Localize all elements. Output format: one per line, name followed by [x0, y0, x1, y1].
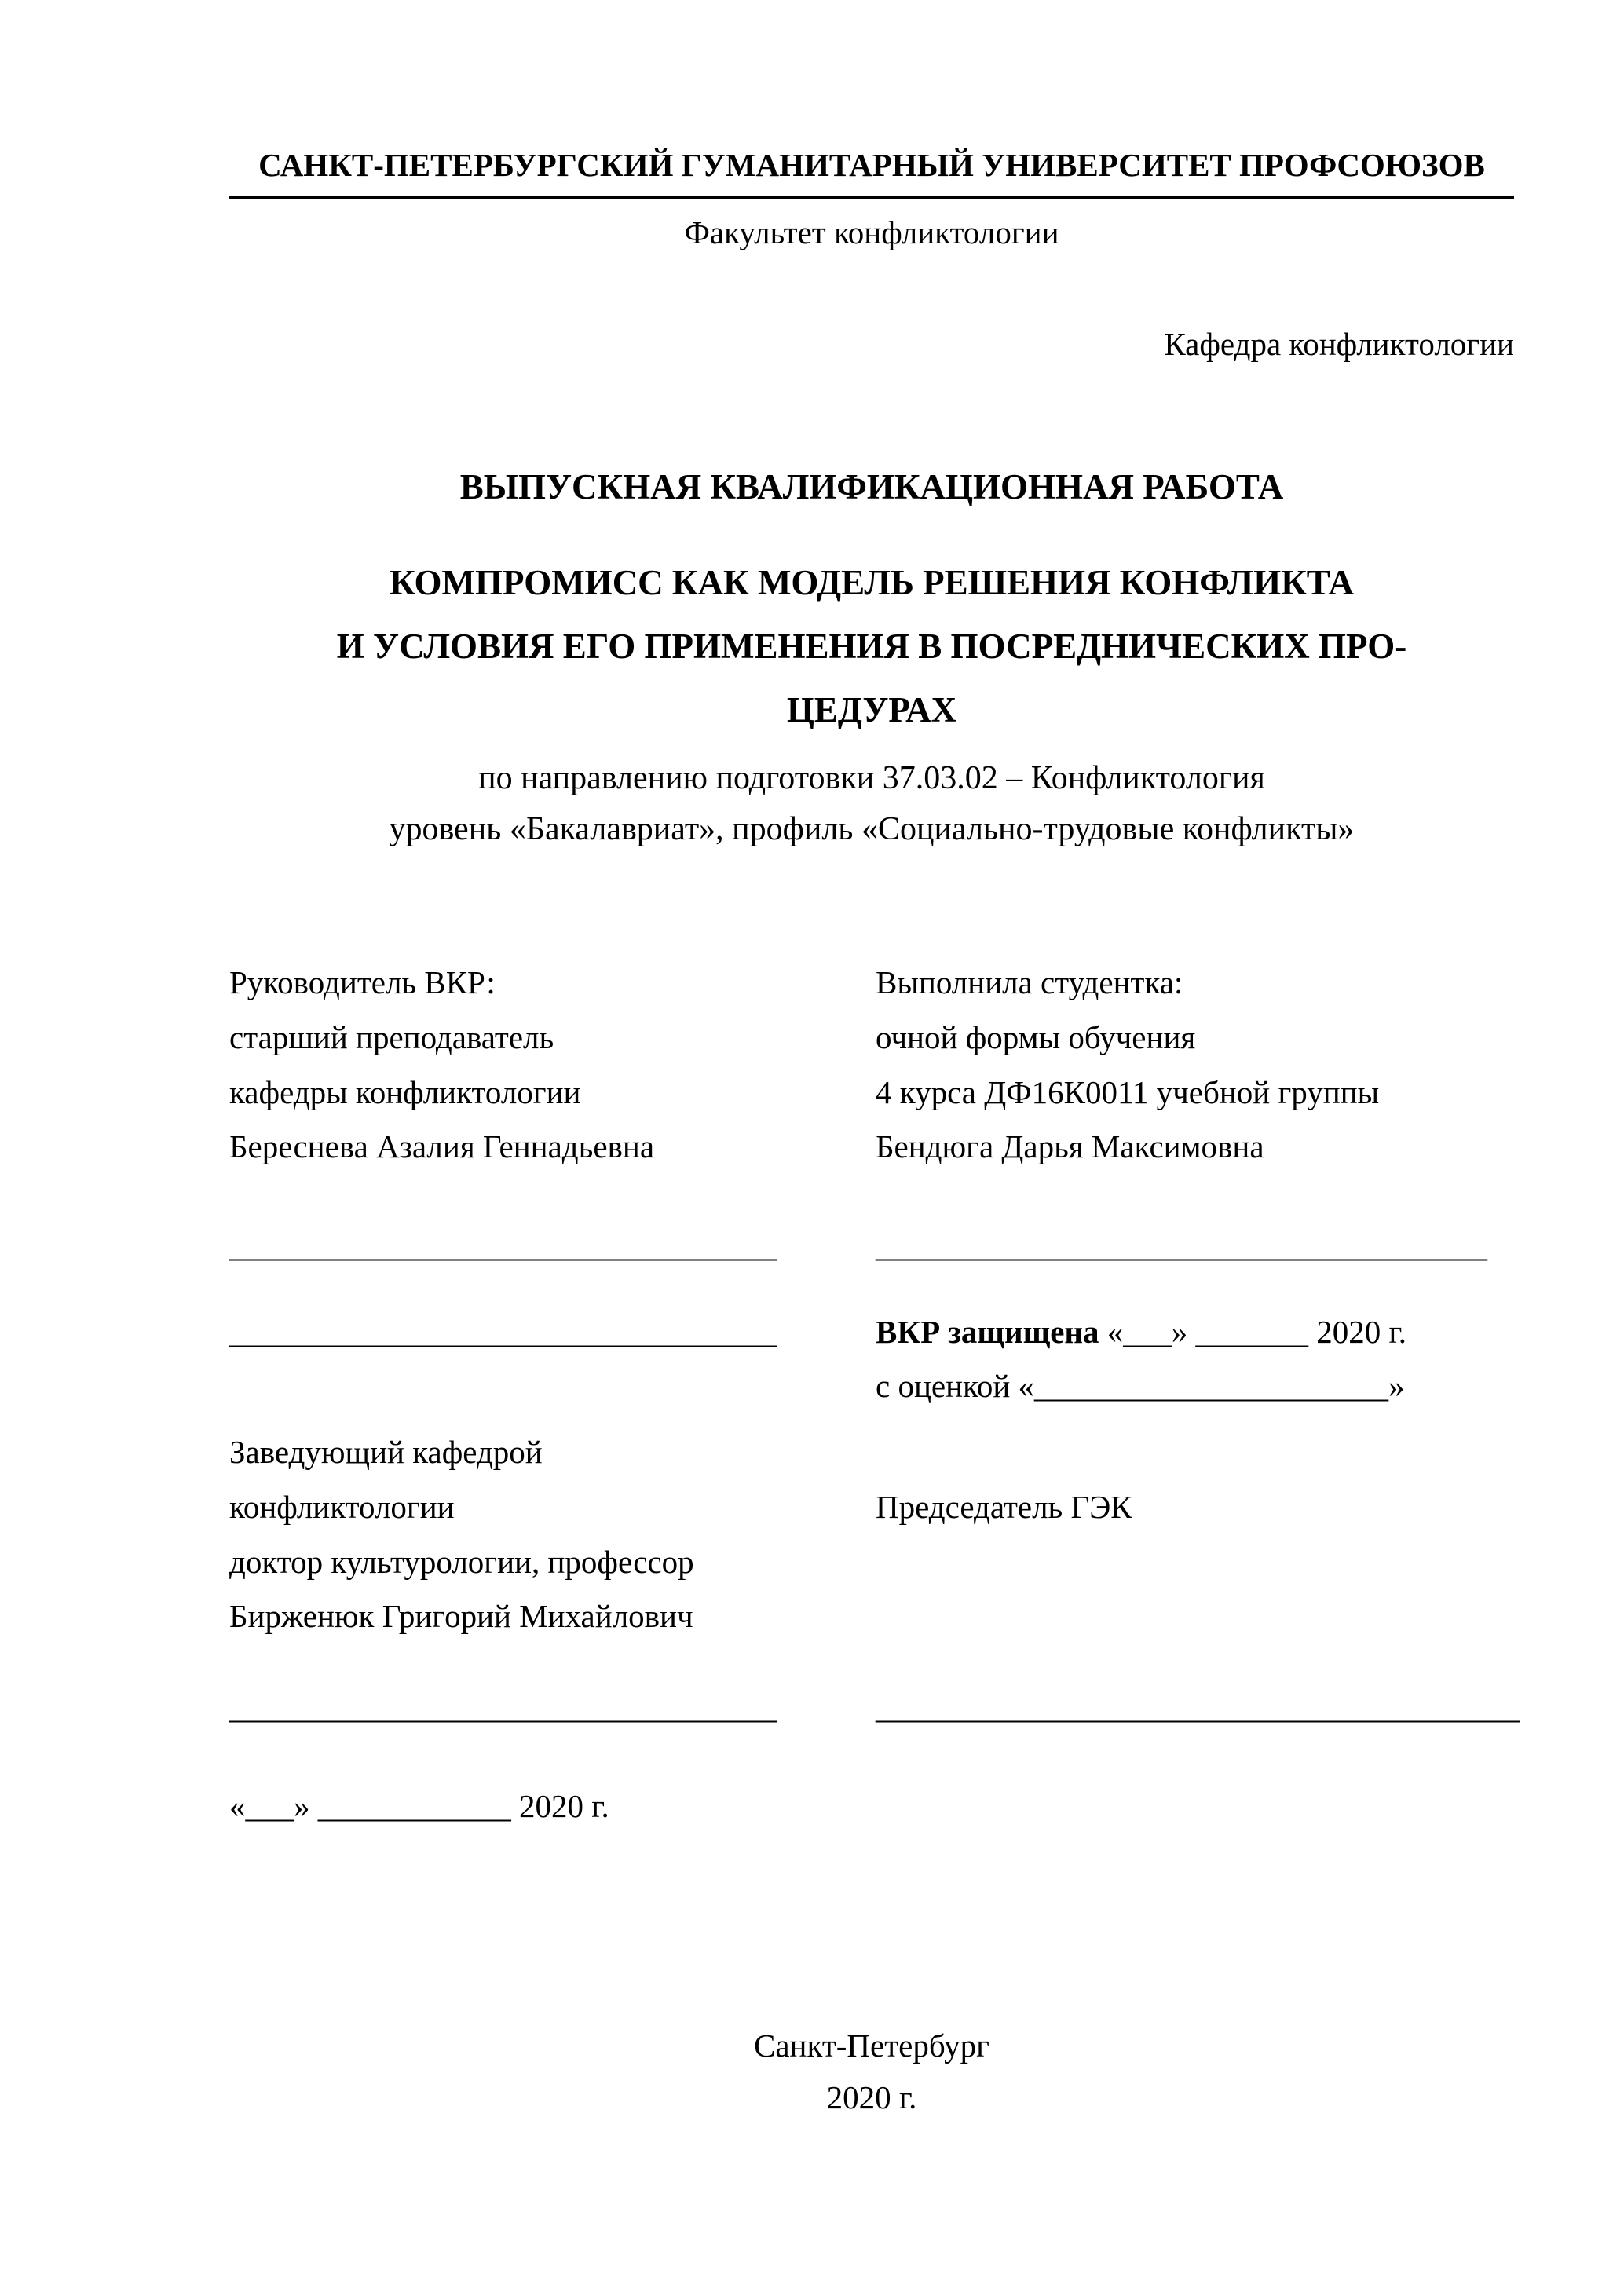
thesis-title-line: ЦЕДУРАХ: [786, 690, 957, 730]
supervisor-position-line: старший преподаватель: [229, 1019, 554, 1055]
student-signature-line: ______________________________________: [876, 1227, 1487, 1264]
program-block: [229, 753, 1514, 855]
student-group: 4 курса ДФ16К0011 учебной группы: [876, 1073, 1380, 1110]
head-degree-line: доктор культурологии, профессор: [229, 1543, 694, 1580]
university-header: САНКТ-ПЕТЕРБУРГСКИЙ ГУМАНИТАРНЫЙ УНИВЕРСИТЕТ ПРОФСОЮЗОВ: [229, 145, 1514, 199]
thesis-title-line: И УСЛОВИЯ ЕГО ПРИМЕНЕНИЯ В ПОСРЕДНИЧЕСКИХ ПРО-: [336, 627, 1407, 667]
defense-date-line: [876, 1305, 1520, 1360]
supervisor-name: Береснева Азалия Геннадьевна: [229, 1128, 655, 1165]
chairman-label: Председатель ГЭК: [876, 1489, 1132, 1526]
head-date-line: «___» ____________ 2020 г.: [229, 1787, 609, 1824]
head-name: Бирженюк Григорий Михайлович: [229, 1598, 693, 1635]
head-title-line: Заведующий кафедрой: [229, 1434, 543, 1471]
department-line: Кафедра конфликтологии: [1164, 325, 1514, 362]
head-signature-line: __________________________________: [229, 1688, 777, 1725]
defense-block: [876, 1305, 1520, 1414]
supervisor-signature-line-2: __________________________________: [229, 1313, 777, 1350]
footer-block: [229, 2020, 1514, 2123]
head-of-department-block: [229, 1425, 876, 1644]
work-type-heading: ВЫПУСКНАЯ КВАЛИФИКАЦИОННАЯ РАБОТА: [459, 466, 1284, 506]
supervisor-signature-line: __________________________________: [229, 1227, 777, 1264]
supervisor-block: [229, 956, 876, 1175]
student-study-form: очной формы обучения: [876, 1019, 1196, 1055]
thesis-title: [229, 551, 1514, 742]
defense-label: ВКР защищена: [876, 1313, 1099, 1350]
thesis-title-line: КОМПРОМИСС КАК МОДЕЛЬ РЕШЕНИЯ КОНФЛИКТА: [390, 563, 1354, 603]
program-line: по направлению подготовки 37.03.02 – Конфликтология: [478, 760, 1265, 797]
empty-cell: [876, 1779, 1520, 1834]
supervisor-label: Руководитель ВКР:: [229, 964, 496, 1001]
signature-section: [229, 956, 1520, 1834]
student-label: Выполнила студентка:: [876, 964, 1183, 1001]
head-title-line: конфликтологии: [229, 1488, 455, 1525]
defense-date-rest: «___» _______ 2020 г.: [1106, 1313, 1406, 1350]
supervisor-position-line: кафедры конфликтологии: [229, 1073, 581, 1110]
student-block: [876, 956, 1520, 1175]
student-name: Бендюга Дарья Максимовна: [876, 1128, 1264, 1165]
footer-year: 2020 г.: [826, 2078, 917, 2115]
footer-city: Санкт-Петербург: [754, 2027, 989, 2064]
defense-grade-line: с оценкой «______________________»: [876, 1368, 1405, 1405]
level-profile-line: уровень «Бакалавриат», профиль «Социально-трудовые конфликты»: [389, 811, 1355, 848]
faculty-line: Факультет конфликтологии: [684, 214, 1059, 251]
chairman-signature-line: ________________________________________: [876, 1688, 1520, 1725]
